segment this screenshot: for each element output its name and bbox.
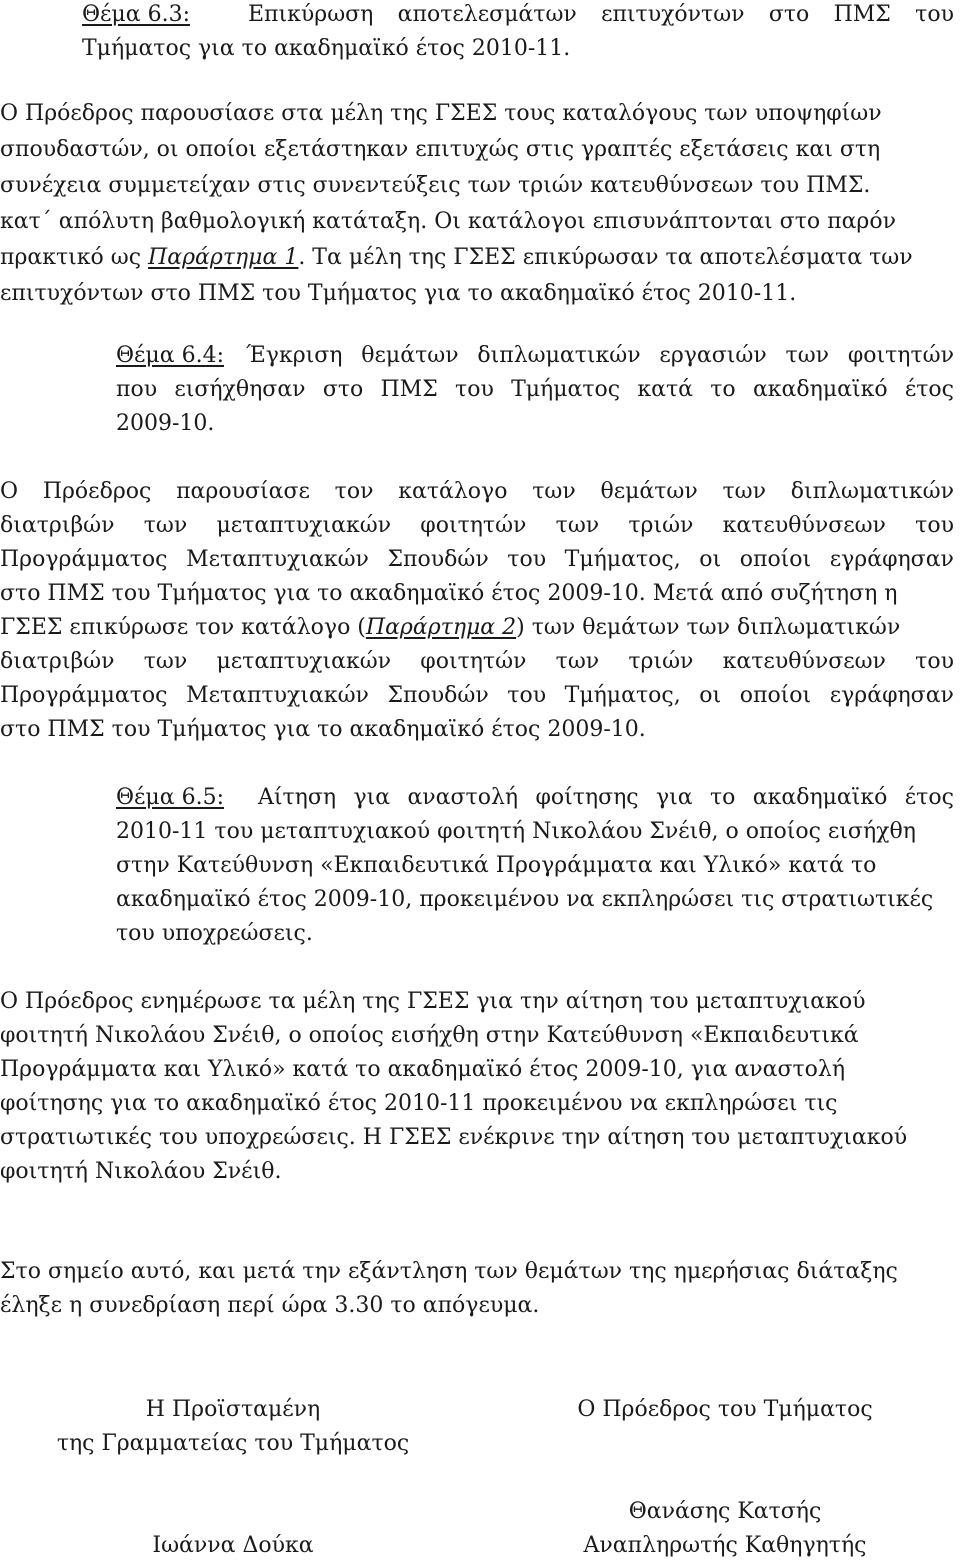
word: κατά	[637, 377, 694, 402]
signature-right-title: Ο Πρόεδρος του Τμήματος	[577, 1397, 873, 1422]
word: του	[915, 2, 954, 27]
word: που	[116, 377, 158, 402]
word: του	[507, 547, 547, 572]
word: διπλωματικών	[790, 479, 954, 504]
word: Σπουδών	[387, 683, 489, 708]
closing-line-2: έληξε η συνεδρίαση περί ώρα 3.30 το απόγευμα.	[0, 1293, 540, 1318]
annex-2-link[interactable]: Παράρτημα 2	[365, 615, 517, 640]
word: οποίοι	[739, 683, 812, 708]
word: το	[709, 785, 736, 810]
topic-6-5-title-line-5: του υποχρεώσεις.	[116, 921, 313, 946]
word: τον	[334, 479, 374, 504]
word: κατευθύνσεων	[722, 513, 886, 538]
topic-6-5-label: Θέμα 6.5:	[116, 785, 224, 810]
word: Τμήματος,	[564, 683, 681, 708]
word: φοίτησης	[535, 785, 639, 810]
word: Επικύρωση	[248, 2, 374, 27]
word: οι	[699, 547, 722, 572]
word: στο	[322, 377, 364, 402]
word: ΠΜΣ	[833, 2, 891, 27]
word: ακαδημαϊκό	[752, 377, 888, 402]
para-3-line-2: φοιτητή Νικολάου Σνέιθ, ο οποίος εισήχθη στην Κατεύθυνση «Εκπαιδευτικά	[0, 1023, 859, 1048]
para-2-line-1	[0, 477, 954, 507]
topic-6-3-title-line-2: Τμήματος για το ακαδημαϊκό έτος 2010-11.	[82, 36, 571, 61]
word: έτος	[904, 377, 954, 402]
word: θεμάτων	[600, 479, 698, 504]
word: Τμήματος,	[564, 547, 681, 572]
word: θεμάτων	[361, 343, 459, 368]
word: Προγράμματος	[0, 683, 168, 708]
word: Πρόεδρος	[42, 479, 152, 504]
topic-6-5-title-line-1	[258, 783, 954, 813]
word: των	[722, 479, 766, 504]
closing-line-1: Στο σημείο αυτό, και μετά την εξάντληση των θεμάτων της ημερήσιας διάταξης	[0, 1259, 898, 1284]
word: διατριβών	[0, 513, 115, 538]
word: εγράφησαν	[829, 683, 954, 708]
word: εργασιών	[659, 343, 767, 368]
para-2-line-7	[0, 681, 954, 711]
topic-6-5-title-line-4: ακαδημαϊκό έτος 2009-10, προκειμένου να εκπληρώσει τις στρατιωτικές	[116, 887, 934, 912]
word: εγράφησαν	[829, 547, 954, 572]
para-2-line-3	[0, 545, 954, 575]
para-3-line-4: φοίτησης για το ακαδημαϊκό έτος 2010-11 προκειμένου να εκπληρώσει τις	[0, 1091, 838, 1116]
topic-6-4-title-line-2	[116, 375, 954, 405]
para-3-line-6: φοιτητή Νικολάου Σνέιθ.	[0, 1159, 282, 1184]
topic-6-3-title-line-1	[248, 0, 954, 30]
word: επιτυχόντων	[601, 2, 745, 27]
topic-6-4-title-line-3: 2009-10.	[116, 411, 215, 436]
word: μεταπτυχιακών	[216, 513, 392, 538]
word: ΠΜΣ	[380, 377, 438, 402]
para-1-line-6: επιτυχόντων στο ΠΜΣ του Τμήματος για το ακαδημαϊκό έτος 2010-11.	[0, 281, 797, 306]
word: έτος	[904, 785, 954, 810]
para-3-line-5: στρατιωτικές του υποχρεώσεις. Η ΓΣΕΣ ενέκρινε την αίτηση του μεταπτυχιακού	[0, 1125, 908, 1150]
word: των	[785, 343, 830, 368]
word: Μεταπτυχιακών	[186, 547, 369, 572]
word: αποτελεσμάτων	[397, 2, 577, 27]
word: των	[143, 513, 188, 538]
word: φοιτητών	[420, 513, 527, 538]
word: οποίοι	[739, 547, 812, 572]
para-2-line-6	[0, 647, 954, 677]
signature-right-rank: Αναπληρωτής Καθηγητής	[583, 1533, 867, 1558]
annex-1-link[interactable]: Παράρτημα 1	[148, 245, 299, 270]
word: για	[353, 785, 391, 810]
word: Σπουδών	[387, 547, 489, 572]
topic-6-3-label: Θέμα 6.3:	[82, 2, 190, 27]
word: Μεταπτυχιακών	[186, 683, 369, 708]
word: του	[507, 683, 547, 708]
word: Αίτηση	[258, 785, 337, 810]
word: εισήχθησαν	[174, 377, 306, 402]
para-1-line-3: συνέχεια συμμετείχαν στις συνεντεύξεις των τριών κατευθύνσεων του ΠΜΣ.	[0, 173, 871, 198]
word: Έγκριση	[246, 343, 343, 368]
para-2-line-4: στο ΠΜΣ του Τμήματος για το ακαδημαϊκό έτος 2009-10. Μετά από συζήτηση η	[0, 581, 898, 606]
word: του	[915, 649, 954, 674]
word: τριών	[628, 513, 694, 538]
word: Ο	[0, 479, 19, 504]
signature-right-name: Θανάσης Κατσής	[628, 1499, 822, 1524]
word: το	[710, 377, 736, 402]
word: των	[532, 479, 576, 504]
word: ακαδημαϊκό	[752, 785, 888, 810]
word: των	[143, 649, 188, 674]
para-1-line-5: πρακτικό ως Παράρτημα 1. Τα μέλη της ΓΣΕΣ επικύρωσαν τα αποτελέσματα των	[0, 245, 913, 270]
topic-6-5-title-line-2: 2010-11 του μεταπτυχιακού φοιτητή Νικολάου Σνέιθ, ο οποίος εισήχθη	[116, 819, 916, 844]
para-1-line-2: σπουδαστών, οι οποίοι εξετάστηκαν επιτυχώς στις γραπτές εξετάσεις και στη	[0, 137, 881, 162]
word: κατευθύνσεων	[722, 649, 886, 674]
word: διπλωματικών	[477, 343, 641, 368]
signature-left-title-line-2: της Γραμματείας του Τμήματος	[56, 1431, 410, 1456]
para-3-line-3: Προγράμματα και Υλικό» κατά το ακαδημαϊκό έτος 2009-10, για αναστολή	[0, 1057, 846, 1082]
word: μεταπτυχιακών	[216, 649, 392, 674]
word: στο	[768, 2, 810, 27]
para-3-line-1: Ο Πρόεδρος ενημέρωσε τα μέλη της ΓΣΕΣ για την αίτηση του μεταπτυχιακού	[0, 989, 866, 1014]
word: για	[655, 785, 693, 810]
topic-6-4-label: Θέμα 6.4:	[116, 343, 224, 368]
word: του	[915, 513, 954, 538]
word: φοιτητών	[420, 649, 527, 674]
word: αναστολή	[407, 785, 519, 810]
word: παρουσίασε	[176, 479, 310, 504]
topic-6-4-title-line-1	[246, 341, 954, 371]
word: του	[455, 377, 494, 402]
word: Τμήματος	[511, 377, 621, 402]
signature-left-title-line-1: Η Προϊσταμένη	[145, 1397, 321, 1422]
word: φοιτητών	[847, 343, 954, 368]
word: Προγράμματος	[0, 547, 168, 572]
para-2-line-5: ΓΣΕΣ επικύρωσε τον κατάλογο (Παράρτημα 2) των θεμάτων των διπλωματικών	[0, 615, 901, 640]
para-2-line-8: στο ΠΜΣ του Τμήματος για το ακαδημαϊκό έτος 2009-10.	[0, 717, 646, 742]
word: τριών	[628, 649, 694, 674]
word: διατριβών	[0, 649, 115, 674]
para-2-line-2	[0, 511, 954, 541]
para-1-line-1: Ο Πρόεδρος παρουσίασε στα μέλη της ΓΣΕΣ τους καταλόγους των υποψηφίων	[0, 101, 882, 126]
para-1-line-4: κατ΄ απόλυτη βαθμολογική κατάταξη. Οι κατάλογοι επισυνάπτονται στο παρόν	[0, 209, 896, 234]
signature-left-name: Ιωάννα Δούκα	[152, 1533, 314, 1558]
word: των	[555, 649, 600, 674]
topic-6-5-title-line-3: στην Κατεύθυνση «Εκπαιδευτικά Προγράμματα και Υλικό» κατά το	[116, 853, 877, 878]
word: οι	[699, 683, 722, 708]
word: κατάλογο	[398, 479, 508, 504]
word: των	[555, 513, 600, 538]
